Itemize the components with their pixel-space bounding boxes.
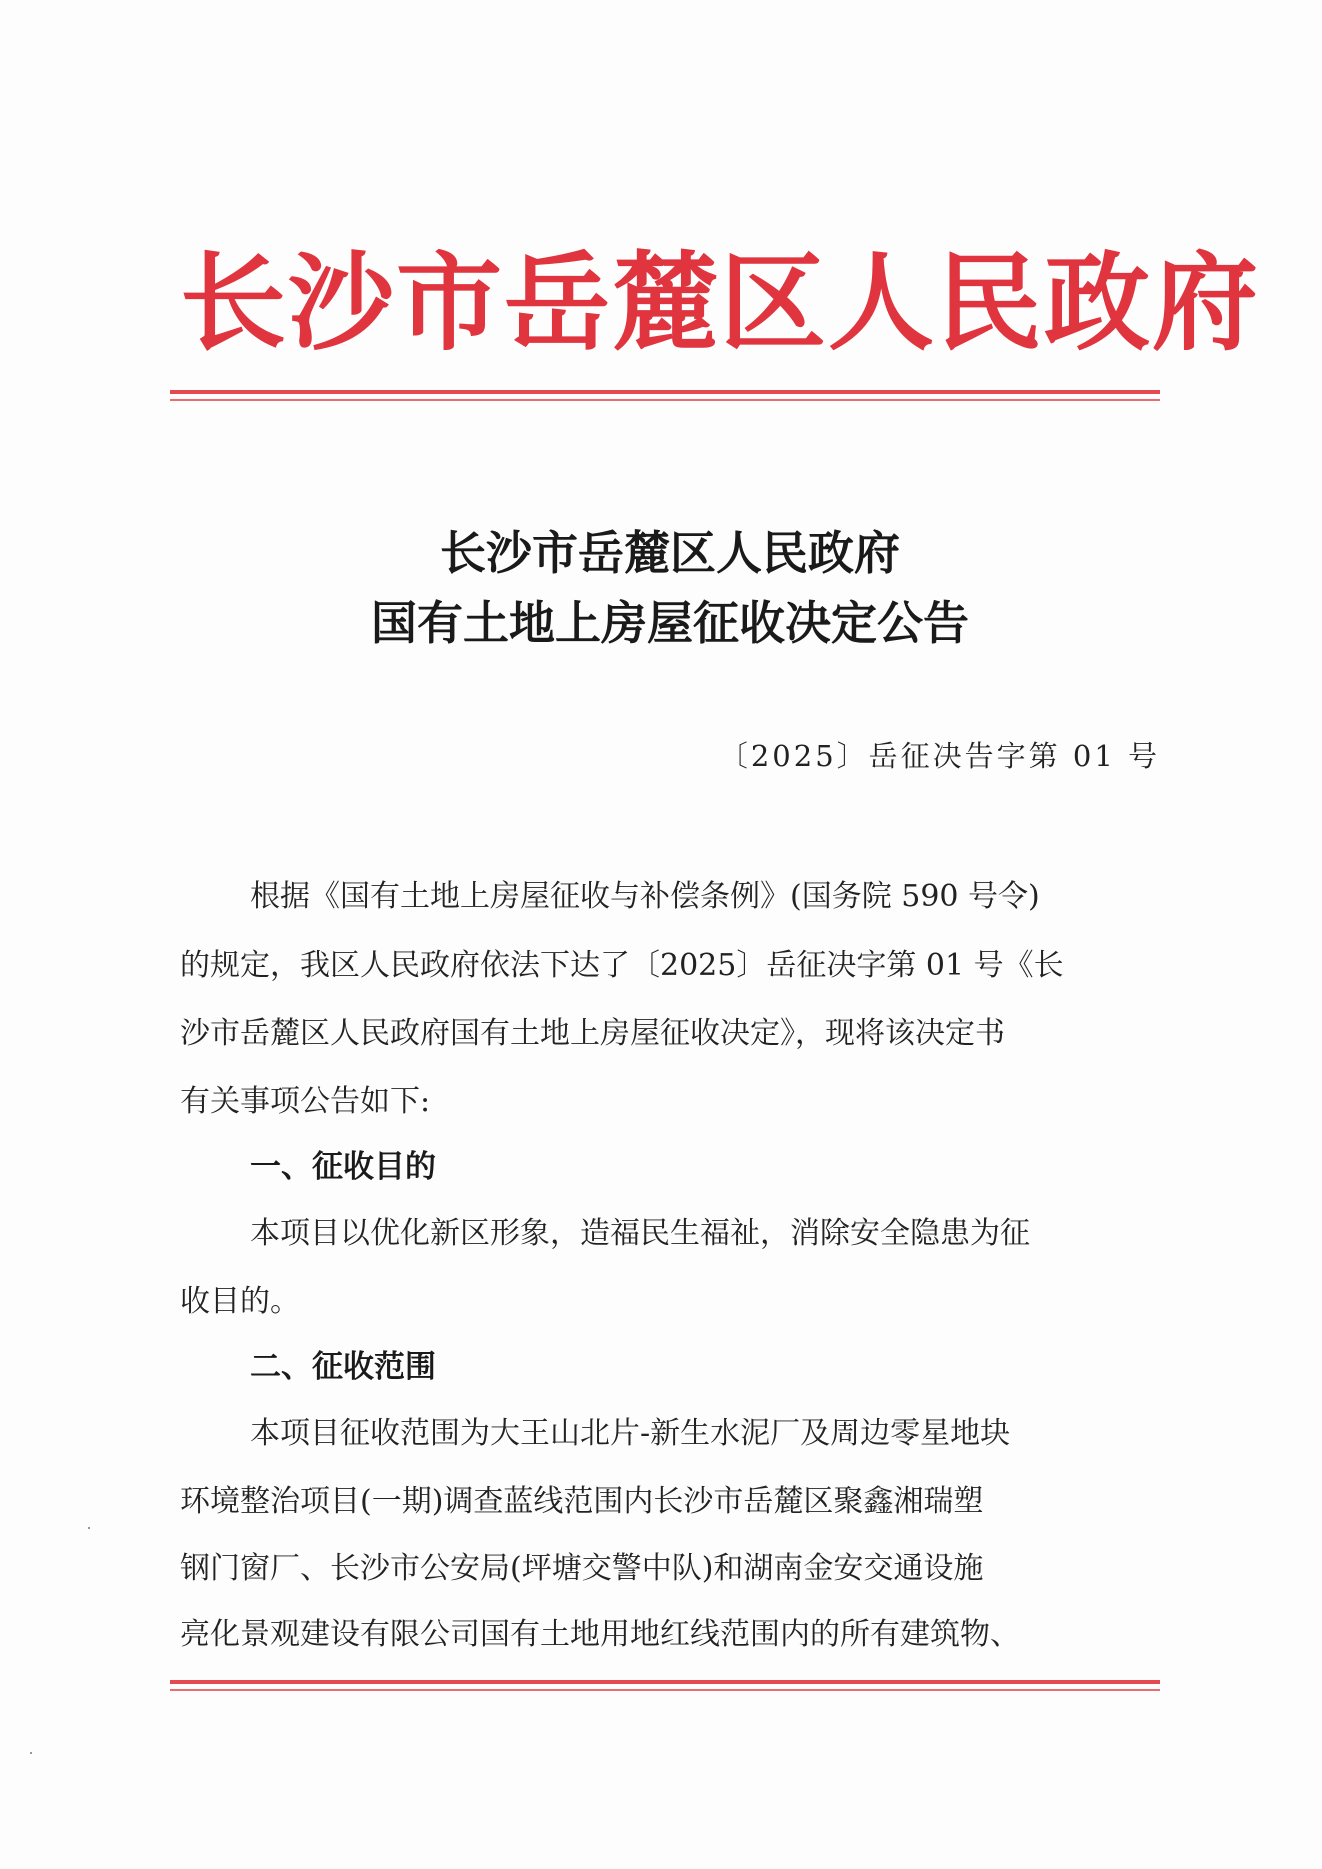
section-scope-line: 本项目征收范围为大王山北片-新生水泥厂及周边零星地块: [250, 1416, 1011, 1451]
footer-red-rule: [170, 1680, 1160, 1691]
section-scope-line: 环境整治项目(一期)调查蓝线范围内长沙市岳麓区聚鑫湘瑞塑: [180, 1484, 984, 1519]
notice-title-line-2: 国有土地上房屋征收决定公告: [371, 596, 969, 650]
section-scope-line: 亮化景观建设有限公司国有土地用地红线范围内的所有建筑物、: [180, 1617, 1020, 1652]
section-purpose-line: 收目的。: [180, 1284, 300, 1319]
body-paragraph-line: 有关事项公告如下:: [180, 1084, 431, 1119]
section-purpose-line: 本项目以优化新区形象，造福民生福祉，消除安全隐患为征: [250, 1216, 1030, 1251]
body-paragraph-line: 沙市岳麓区人民政府国有土地上房屋征收决定》，现将该决定书: [180, 1016, 1005, 1051]
scan-speck: [88, 1527, 90, 1529]
letterhead-red-rule: [170, 390, 1160, 401]
section-scope-line: 钢门窗厂、长沙市公安局(坪塘交警中队)和湖南金安交通设施: [180, 1551, 984, 1586]
letterhead-org-name: 长沙市岳麓区人民政府: [180, 240, 1260, 365]
section-heading-scope: 二、征收范围: [250, 1349, 436, 1385]
section-heading-purpose: 一、征收目的: [250, 1149, 436, 1185]
document-number: 〔2025〕岳征决告字第 01 号: [718, 739, 1160, 773]
body-paragraph-line: 根据《国有土地上房屋征收与补偿条例》(国务院 590 号令): [250, 879, 1040, 914]
scan-speck: [30, 1752, 32, 1754]
notice-title-line-1: 长沙市岳麓区人民政府: [440, 526, 900, 580]
body-paragraph-line: 的规定，我区人民政府依法下达了〔2025〕岳征决字第 01 号《长: [180, 948, 1064, 983]
